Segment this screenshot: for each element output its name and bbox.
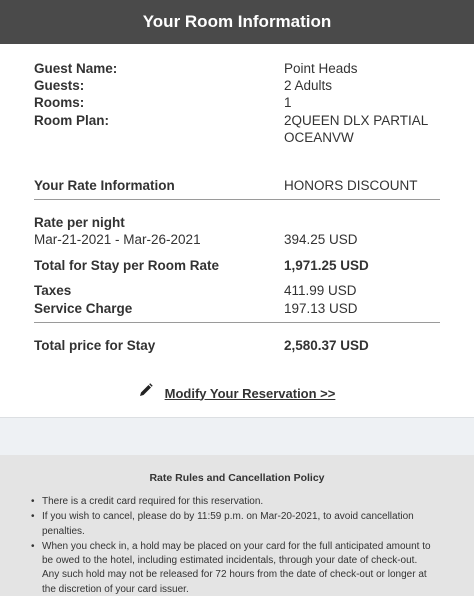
page-header <box>0 0 474 44</box>
taxes-label: Taxes <box>34 283 72 298</box>
divider <box>34 322 440 323</box>
total-stay-label: Total for Stay per Room Rate <box>34 258 220 273</box>
modify-reservation <box>0 383 474 403</box>
room-plan-value: 2QUEEN DLX PARTIAL OCEANVW <box>284 113 428 145</box>
page-title: Your Room Information <box>142 12 332 31</box>
taxes-value: 411.99 USD <box>284 283 357 298</box>
stay-dates: Mar-21-2021 - Mar-26-2021 <box>34 232 201 247</box>
total-stay-value: 1,971.25 USD <box>284 258 369 273</box>
service-charge-label: Service Charge <box>34 301 133 316</box>
rate-info-label: Your Rate Information <box>34 178 175 193</box>
total-price-value: 2,580.37 USD <box>284 338 369 353</box>
rate-info-value: HONORS DISCOUNT <box>284 178 418 193</box>
rate-per-night-value: 394.25 USD <box>284 232 358 247</box>
total-price-label: Total price for Stay <box>34 338 156 353</box>
guests-value: 2 Adults <box>284 78 333 93</box>
modify-reservation-link[interactable]: Modify Your Reservation >> <box>164 385 336 401</box>
guest-name-label: Guest Name: <box>34 61 118 76</box>
guest-name-value: Point Heads <box>284 61 358 76</box>
policy-title: Rate Rules and Cancellation Policy <box>149 472 325 484</box>
guests-label: Guests: <box>34 78 85 93</box>
policy-list <box>42 495 434 598</box>
service-charge-value: 197.13 USD <box>284 301 358 316</box>
spacer-band <box>0 417 474 456</box>
pencil-icon <box>139 383 153 397</box>
rooms-label: Rooms: <box>34 95 85 110</box>
divider <box>34 199 440 200</box>
list-item: • If you wish to cancel, please do by 11:59 p.m. on Mar-20-2021, to avoid cancellation penalties. <box>42 510 434 539</box>
rooms-value: 1 <box>284 95 292 110</box>
list-item: • There is a credit card required for this reservation. <box>42 495 434 509</box>
rate-per-night-label: Rate per night <box>34 215 125 230</box>
list-item: • When you check in, a hold may be placed on your card for the full anticipated amount to be owed to the hotel, including estimated incidentals, through your date of check-out. Any such hold may not be released for 72 hours from the date of check-out or longer at the discretion of your card issuer. <box>42 540 434 597</box>
room-plan-label: Room Plan: <box>34 113 110 128</box>
